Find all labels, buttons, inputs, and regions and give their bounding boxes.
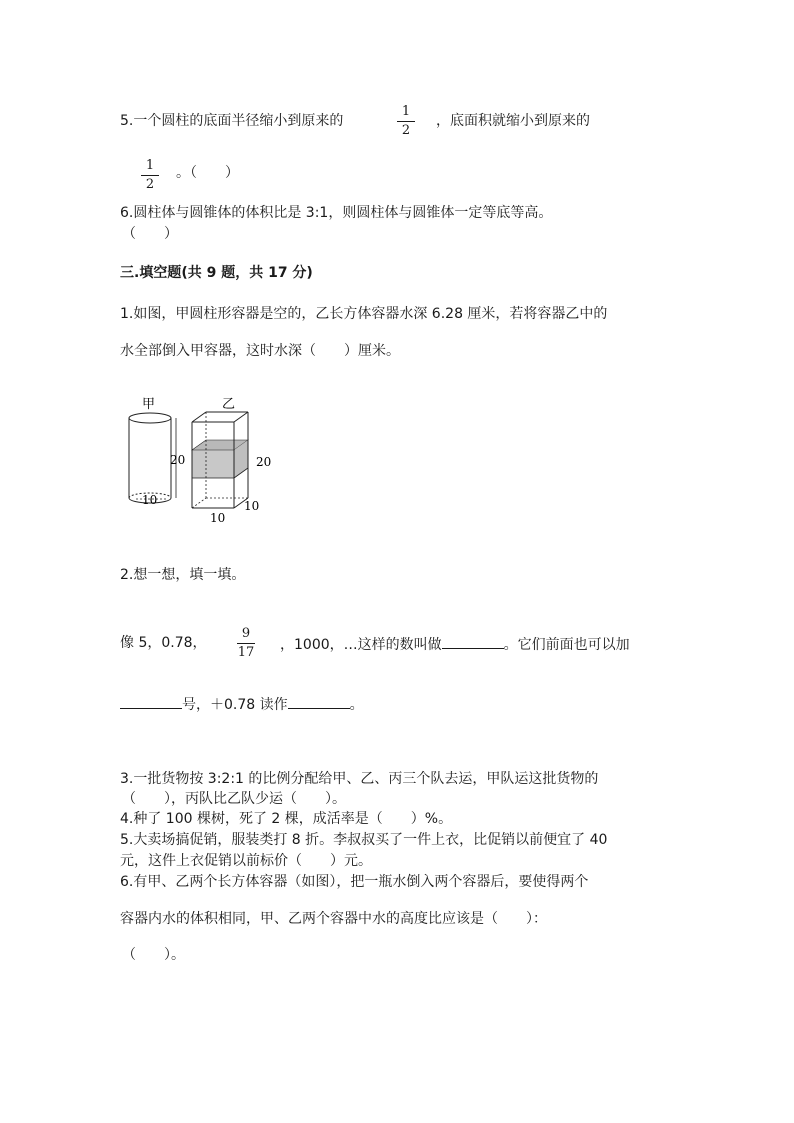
- fill-q2-part3: 。它们前面也可以加: [503, 637, 630, 653]
- cuboid-width-label: 10: [210, 511, 226, 524]
- fill-q2-part5: 。: [349, 697, 364, 713]
- judge-q6-answer-paren: （ ）: [122, 226, 178, 242]
- judge-q5-text-after: ，底面积就缩小到原来的: [436, 113, 590, 129]
- fill-q2-fraction: [234, 626, 258, 661]
- cylinder-height-label: 20: [170, 453, 186, 467]
- fill-q5-line2: 元，这件上衣促销以前标价（ ）元。: [120, 853, 372, 869]
- fill-q6-line3: （ ）。: [122, 947, 185, 963]
- answer-blank[interactable]: [442, 634, 504, 649]
- fill-q1-line2: 水全部倒入甲容器，这时水深（ ）厘米。: [120, 343, 400, 359]
- fraction-denominator: 2: [145, 177, 155, 192]
- fill-q6-line1: 6.有甲、乙两个长方体容器（如图），把一瓶水倒入两个容器后，要使得两个: [120, 874, 589, 890]
- judge-q5-tail: 。（ ）: [176, 165, 239, 181]
- container-figure: [110, 392, 290, 524]
- figure-label-jia: 甲: [142, 397, 156, 412]
- judge-q6-line1: 6.圆柱体与圆锥体的体积比是 3:1，则圆柱体与圆锥体一定等底等高。: [120, 205, 553, 221]
- fraction-numerator: 1: [401, 104, 411, 119]
- fill-q1-line1: 1.如图，甲圆柱形容器是空的，乙长方体容器水深 6.28 厘米，若将容器乙中的: [120, 306, 608, 322]
- fill-q6-line2: 容器内水的体积相同，甲、乙两个容器中水的高度比应该是（ ）：: [120, 911, 547, 927]
- cuboid-depth-label: 10: [244, 499, 260, 513]
- fill-q2-line1: 2.想一想，填一填。: [120, 567, 246, 583]
- judge-q5-fraction-1: [394, 104, 418, 139]
- fraction-denominator: 2: [401, 123, 411, 138]
- cylinder-top: [129, 413, 171, 423]
- fill-q2-part2: ，1000，…这样的数叫做: [280, 637, 442, 653]
- fill-q3-line2: （ ），丙队比乙队少运（ ）。: [122, 791, 346, 807]
- fill-q5-line1: 5.大卖场搞促销，服装类打 8 折。李叔叔买了一件上衣，比促销以前便宜了 40: [120, 832, 608, 848]
- fraction-denominator: 17: [237, 645, 255, 660]
- water-front: [192, 450, 234, 478]
- judge-q5-fraction-2: [138, 158, 162, 193]
- cuboid-height-label: 20: [256, 455, 272, 469]
- fill-q2-part4-row: [120, 694, 364, 714]
- fill-q2-part1: 像 5，0.78，: [120, 635, 207, 651]
- fraction-bar: [237, 643, 255, 644]
- answer-blank[interactable]: [288, 694, 350, 709]
- fill-q2-part2-row: [280, 634, 630, 654]
- cuboid-top-left-edge: [192, 412, 206, 422]
- fill-q2-part4: 号，＋0.78 读作: [182, 697, 288, 713]
- judge-q5-text-before: 5.一个圆柱的底面半径缩小到原来的: [120, 113, 344, 129]
- answer-blank[interactable]: [120, 694, 182, 709]
- fill-q3-line1: 3.一批货物按 3:2:1 的比例分配给甲、乙、丙三个队去运，甲队运这批货物的: [120, 771, 599, 787]
- fraction-numerator: 9: [241, 626, 251, 641]
- figure-label-yi: 乙: [222, 397, 236, 412]
- cuboid-hidden-bottom-left-edge: [192, 498, 206, 508]
- fraction-bar: [141, 175, 159, 176]
- fraction-bar: [397, 121, 415, 122]
- cuboid-top-right-edge: [234, 412, 248, 422]
- fill-q4-line1: 4.种了 100 棵树，死了 2 棵，成活率是（ ）%。: [120, 811, 453, 827]
- section-heading-fill: 三.填空题(共 9 题，共 17 分): [120, 265, 313, 281]
- cylinder-diameter-label: 10: [142, 493, 158, 507]
- fraction-numerator: 1: [145, 158, 155, 173]
